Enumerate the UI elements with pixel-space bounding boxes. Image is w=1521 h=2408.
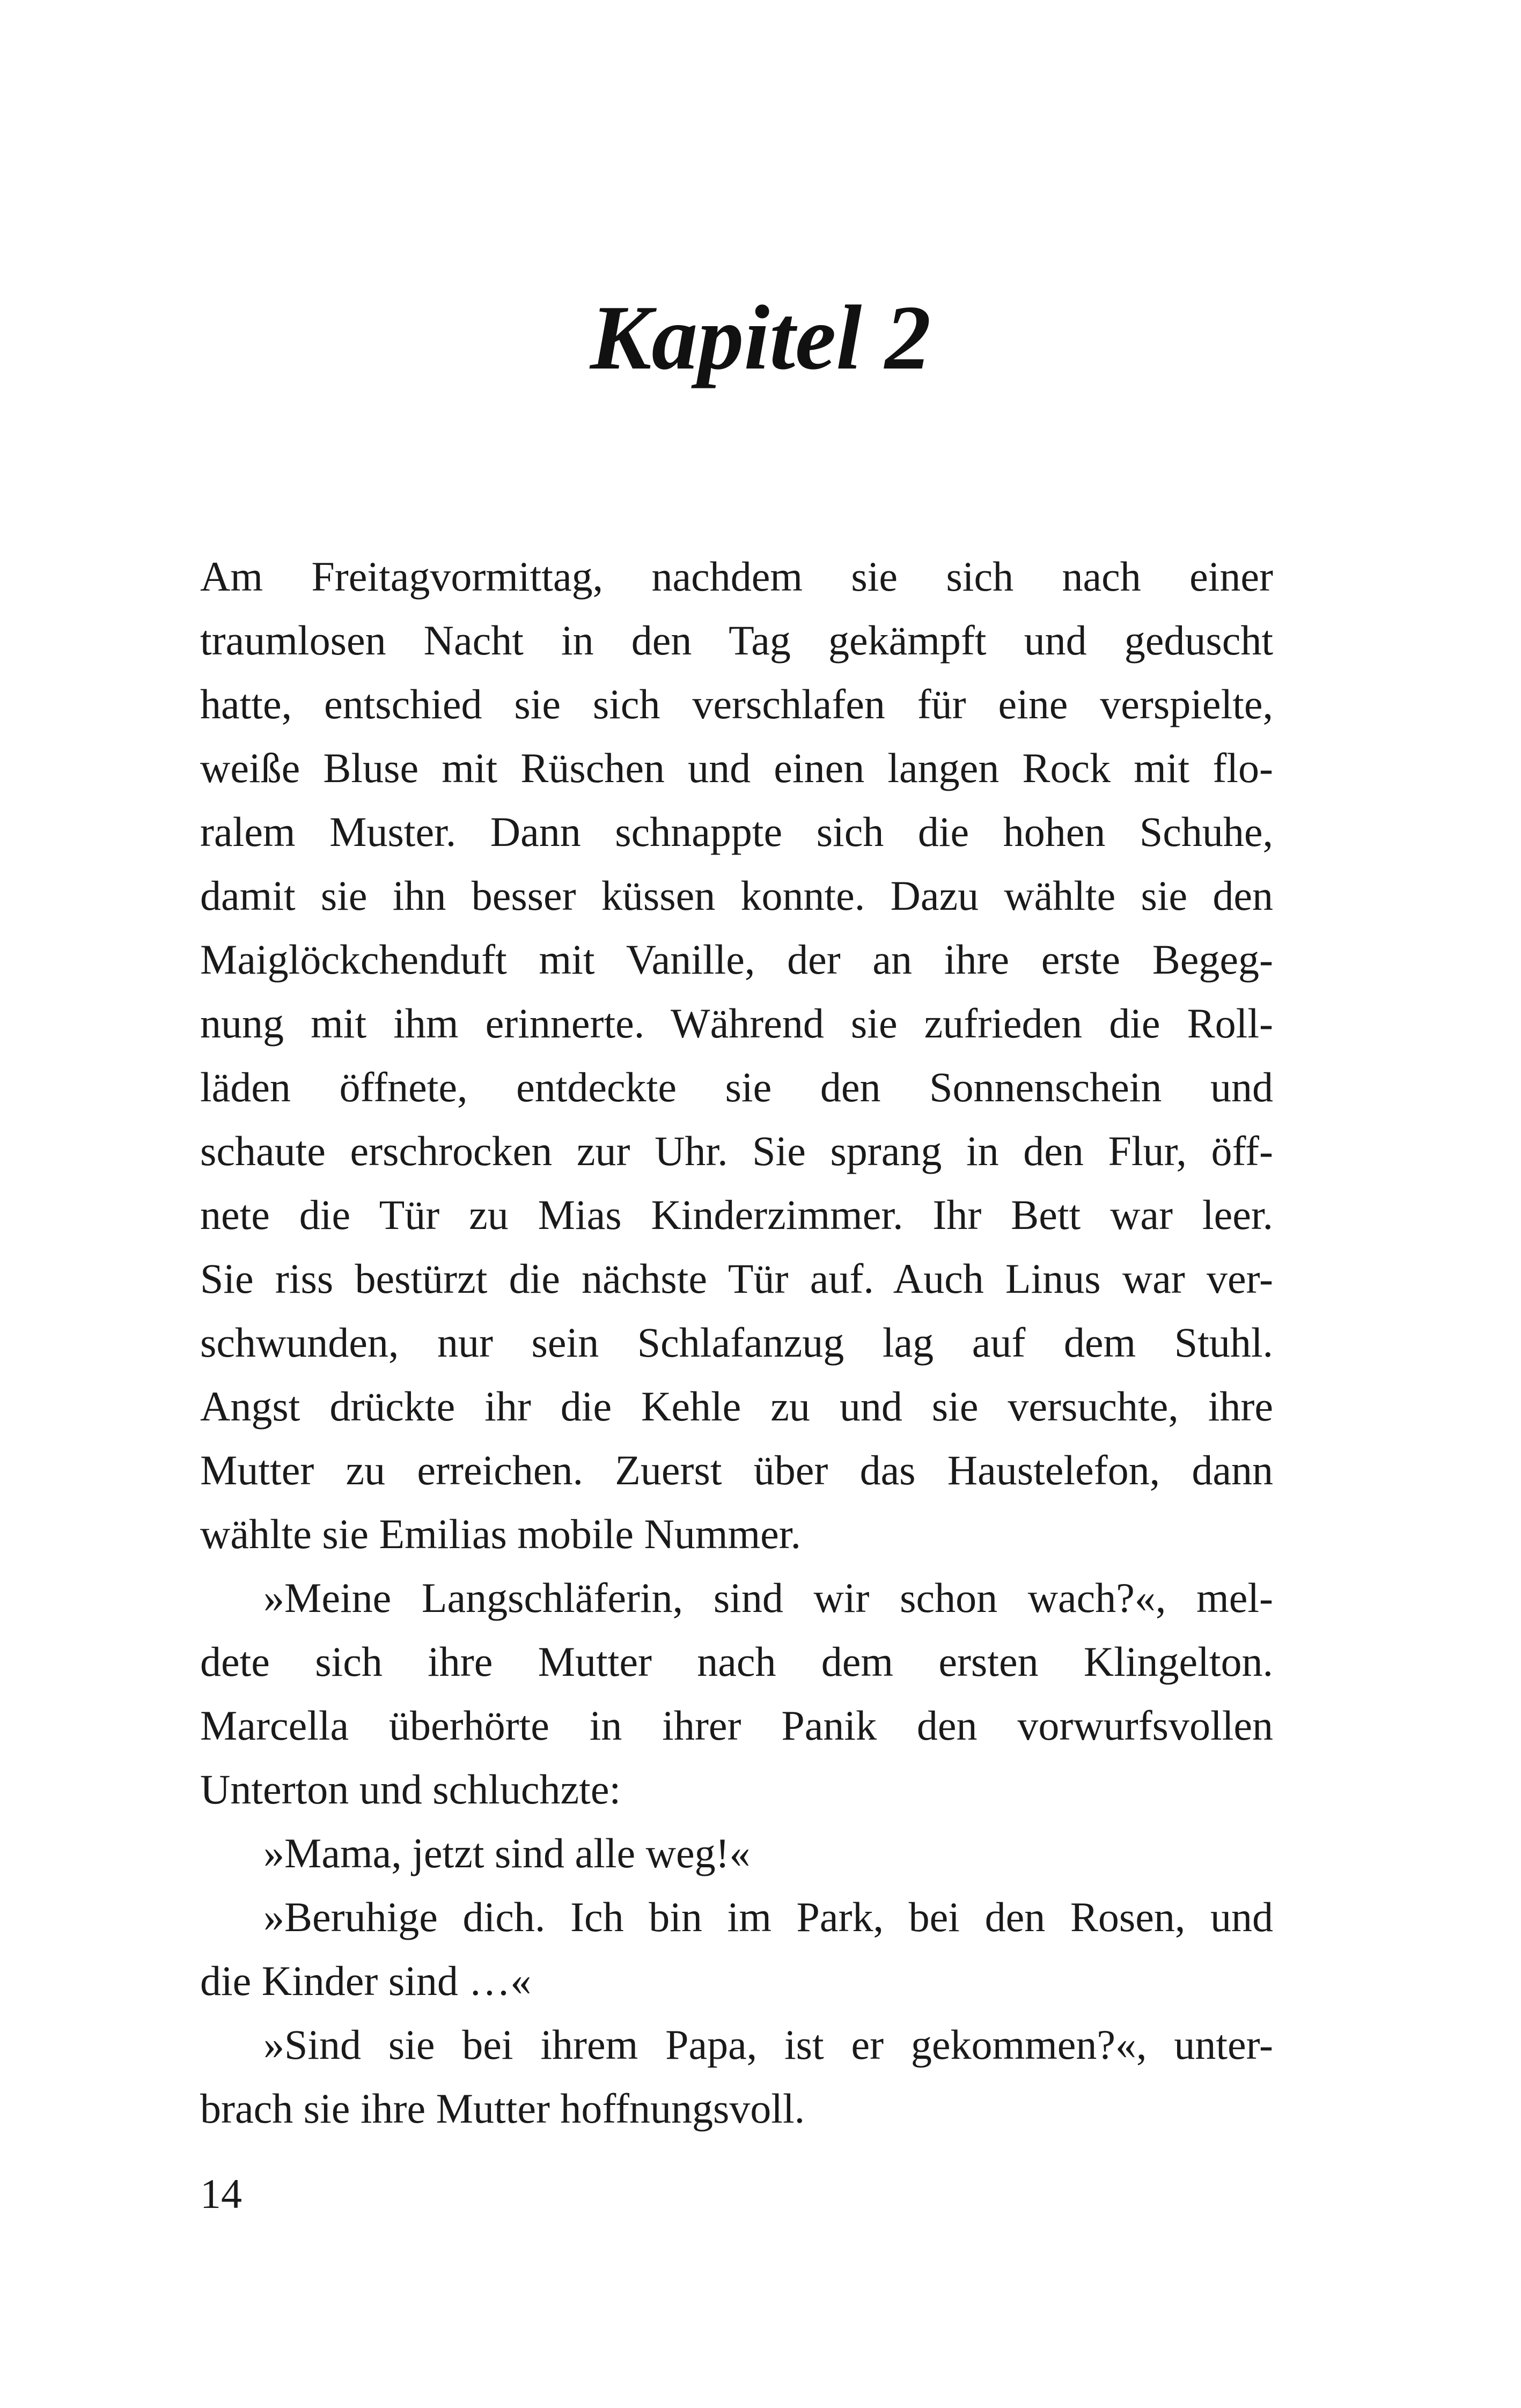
text-line: wählte sie Emilias mobile Nummer. — [200, 1511, 801, 1557]
text-line: nete die Tür zu Mias Kinderzimmer. Ihr Bett war leer. — [200, 1191, 1273, 1238]
text-line: »Mama, jetzt sind alle weg!« — [263, 1830, 751, 1876]
text-line: schaute erschrocken zur Uhr. Sie sprang in den Flur, öff- — [200, 1128, 1273, 1174]
text-line: »Meine Langschläferin, sind wir schon wach?«, mel- — [263, 1574, 1273, 1621]
text-line: »Beruhige dich. Ich bin im Park, bei den Rosen, und — [263, 1894, 1273, 1940]
text-line: ralem Muster. Dann schnappte sich die hohen Schuhe, — [200, 808, 1273, 855]
text-line: schwunden, nur sein Schlafanzug lag auf dem Stuhl. — [200, 1319, 1273, 1366]
text-line: brach sie ihre Mutter hoffnungsvoll. — [200, 2085, 805, 2132]
text-line: Maiglöckchenduft mit Vanille, der an ihre erste Begeg- — [200, 936, 1273, 983]
text-line: »Sind sie bei ihrem Papa, ist er gekommen?«, unter- — [263, 2021, 1273, 2068]
text-line: Mutter zu erreichen. Zuerst über das Haustelefon, dann — [200, 1447, 1273, 1493]
text-line: dete sich ihre Mutter nach dem ersten Klingelton. — [200, 1638, 1273, 1685]
text-line: Sie riss bestürzt die nächste Tür auf. Auch Linus war ver- — [200, 1255, 1273, 1302]
text-line: Am Freitagvormittag, nachdem sie sich nach einer — [200, 553, 1273, 600]
text-line: Unterton und schluchzte: — [200, 1766, 621, 1813]
text-line: hatte, entschied sie sich verschlafen für eine verspielte, — [200, 681, 1273, 727]
text-line: weiße Bluse mit Rüschen und einen langen Rock mit flo- — [200, 745, 1273, 791]
text-line: traumlosen Nacht in den Tag gekämpft und geduscht — [200, 617, 1273, 664]
page-number: 14 — [200, 2170, 242, 2217]
text-line: Marcella überhörte in ihrer Panik den vorwurfsvollen — [200, 1702, 1273, 1749]
text-line: damit sie ihn besser küssen konnte. Dazu wählte sie den — [200, 872, 1273, 919]
text-line: Angst drückte ihr die Kehle zu und sie versuchte, ihre — [200, 1383, 1273, 1430]
text-line: die Kinder sind …« — [200, 1957, 532, 2004]
body-text — [200, 544, 1273, 2140]
chapter-title: Kapitel 2 — [590, 287, 931, 389]
text-line: nung mit ihm erinnerte. Während sie zufrieden die Roll- — [200, 1000, 1273, 1047]
text-line: läden öffnete, entdeckte sie den Sonnenschein und — [200, 1064, 1273, 1110]
